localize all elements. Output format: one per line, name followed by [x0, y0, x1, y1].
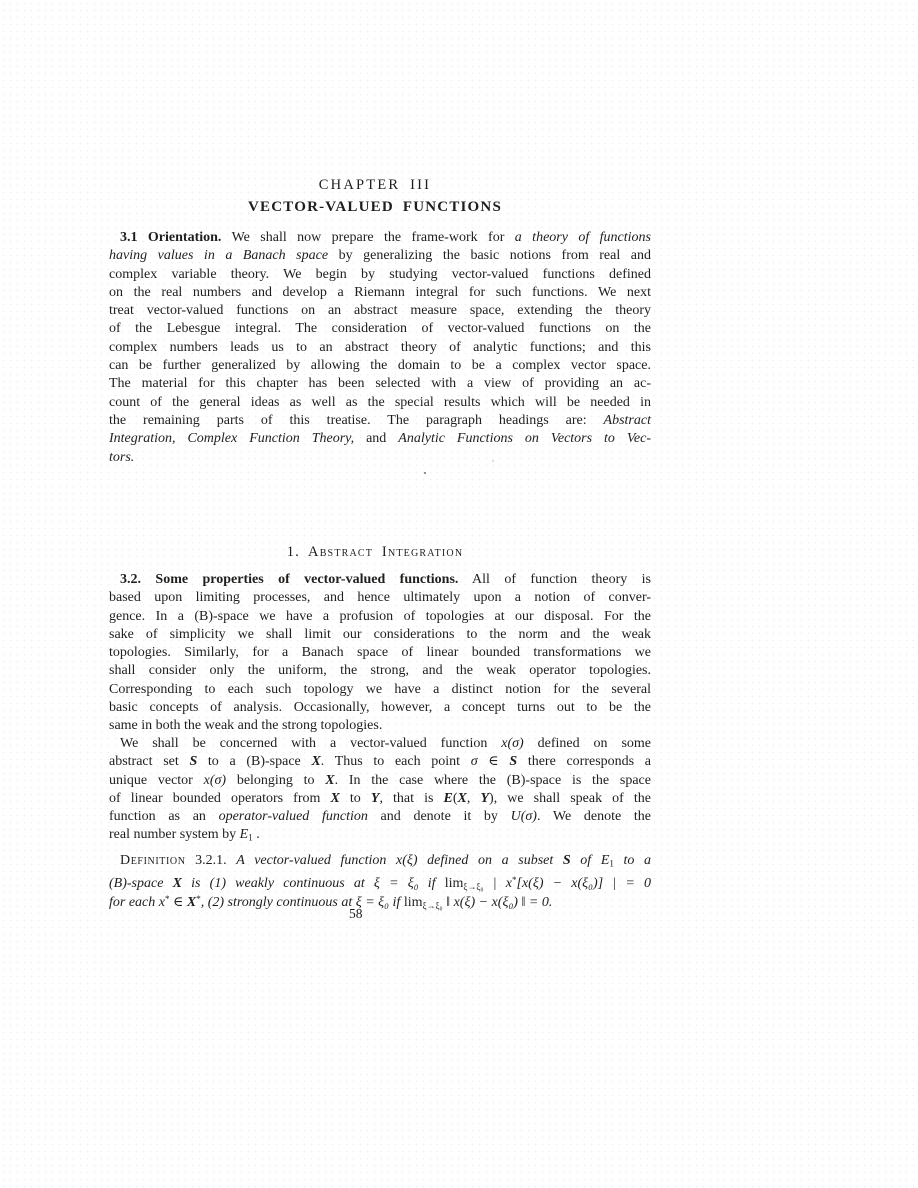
text-line — [109, 852, 651, 871]
section-heading-abstract-integration: 1. Abstract Integration — [286, 544, 464, 560]
text-segment: of the Lebesgue integral. The consideration of vector-valued functions on the — [109, 321, 651, 337]
text-segment: * — [196, 893, 201, 904]
text-segment: there corresponds a — [517, 754, 651, 770]
text-segment: based upon limiting processes, and hence ultimately upon a notion of conver- — [109, 590, 651, 606]
text-segment: shall consider only the uniform, the strong, and the weak operator topologies. — [109, 663, 651, 679]
text-segment: x(σ) — [203, 772, 227, 788]
text-line — [109, 790, 651, 808]
text-segment: complex numbers leads us to an abstract theory of analytic functions; and this — [109, 339, 651, 355]
text-segment: lim — [444, 875, 464, 891]
text-line — [109, 571, 651, 589]
text-segment: of — [570, 853, 601, 868]
fraktur-letter: S — [189, 754, 198, 770]
fraktur-letter: X — [172, 875, 182, 891]
text-line — [109, 266, 651, 284]
text-line — [109, 772, 651, 790]
text-line — [109, 662, 651, 680]
text-segment: | x — [483, 875, 513, 891]
text-segment: σ — [470, 754, 478, 770]
text-line — [109, 890, 651, 909]
text-line — [109, 826, 651, 844]
text-segment: to — [339, 790, 371, 806]
text-segment: to a — [613, 853, 652, 868]
text-line — [109, 302, 651, 320]
text-segment: 3.2. Some properties of vector-valued functions. — [120, 572, 459, 587]
fraktur-letter: X — [186, 894, 197, 910]
fraktur-letter: E — [443, 790, 453, 806]
text-segment: ∈ — [169, 894, 187, 910]
text-line — [109, 412, 651, 430]
text-segment: Definition — [120, 853, 186, 868]
text-line — [109, 357, 651, 375]
text-line — [109, 753, 651, 771]
text-line — [109, 430, 651, 448]
fraktur-letter: Y — [370, 790, 380, 806]
text-line — [109, 375, 651, 393]
text-segment: to a (B)-space — [197, 754, 312, 770]
text-segment: and denote it by — [367, 809, 511, 825]
fraktur-letter: X — [330, 790, 340, 806]
text-segment: operator-valued function — [218, 809, 368, 825]
text-segment: ξ→ξ₀ — [463, 881, 484, 892]
scan-speck — [492, 460, 494, 462]
paragraph-definition-3-2-1 — [109, 852, 652, 911]
text-segment: A vector-valued function x(ξ) defined on a subset — [236, 853, 563, 868]
text-line — [109, 229, 651, 247]
text-segment: Abstract — [603, 412, 651, 428]
text-segment: the remaining parts of this treatise. The paragraph headings are: — [109, 412, 604, 428]
text-segment: , that is — [379, 790, 444, 806]
text-line — [109, 699, 651, 717]
text-segment: ( — [452, 790, 458, 806]
paragraph-3-2-some-properties — [109, 571, 651, 736]
text-segment: , (2) strongly continuous at ξ = ξ₀ if — [200, 894, 404, 910]
paragraph-we-shall-be-concerned — [109, 735, 651, 845]
text-segment: topologies. Similarly, for a Banach space of linear bounded transformations we — [109, 645, 651, 661]
text-segment: a theory of functions — [514, 230, 651, 245]
text-segment: tors. — [109, 449, 135, 465]
text-segment: Analytic Functions on Vectors to Vec- — [398, 431, 651, 447]
text-segment: function as an — [109, 809, 219, 825]
text-line — [109, 608, 651, 626]
text-segment: The material for this chapter has been selected with a view of providing an ac- — [109, 376, 651, 392]
text-segment: * — [512, 874, 517, 885]
text-segment: (B)-space — [109, 875, 173, 891]
text-line — [109, 735, 651, 753]
text-segment: U(σ) — [510, 809, 537, 825]
text-segment: . — [252, 827, 260, 843]
text-segment: defined on some — [523, 736, 652, 751]
text-line — [109, 589, 651, 607]
text-segment: count of the general ideas as well as the special results which will be needed in — [109, 394, 651, 410]
text-segment: . We denote the — [536, 809, 652, 825]
text-line — [109, 681, 651, 699]
text-segment: on the real numbers and develop a Riemann integral for such functions. We next — [109, 284, 651, 300]
text-segment: unique vector — [109, 772, 204, 788]
text-segment: same in both the weak and the strong topologies. — [109, 718, 383, 734]
text-line — [109, 717, 651, 735]
paragraph-3-1-orientation — [109, 229, 651, 467]
text-line — [109, 284, 651, 302]
text-segment: by generalizing the basic notions from real and — [328, 248, 651, 264]
text-segment: x(σ) — [501, 736, 524, 751]
text-segment: treat vector-valued functions on an abstract measure space, extending the theory — [109, 303, 651, 319]
scan-speck — [424, 472, 426, 474]
fraktur-letter: Y — [480, 790, 490, 806]
text-segment: lim — [403, 894, 423, 910]
text-segment: All of function theory is — [458, 572, 651, 587]
text-segment: ), we shall speak of the — [489, 790, 652, 806]
text-segment: Corresponding to each such topology we have a distinct notion for the several — [109, 681, 651, 697]
text-line — [109, 871, 651, 890]
text-segment: . Thus to each point — [320, 754, 471, 770]
fraktur-letter: X — [457, 790, 467, 806]
text-segment: 3.2.1. — [185, 853, 237, 868]
chapter-heading: CHAPTER III — [318, 177, 432, 193]
text-segment: complex variable theory. We begin by studying vector-valued functions defined — [109, 266, 651, 282]
text-segment: , — [466, 790, 481, 806]
text-segment: of linear bounded operators from — [109, 790, 331, 806]
text-segment: [x(ξ) − x(ξ₀)] | = 0 — [516, 875, 652, 891]
text-segment: Integration, Complex Function Theory, — [109, 431, 355, 447]
text-segment: 1 — [248, 832, 253, 843]
text-line — [109, 247, 651, 265]
text-segment: ξ→ξ₀ — [422, 900, 443, 911]
text-segment: having values in a Banach space — [109, 248, 329, 264]
text-segment: E — [600, 853, 610, 868]
fraktur-letter: S — [562, 853, 571, 868]
text-segment: can be further generalized by allowing the domain to be a complex vector space. — [109, 358, 651, 374]
text-segment: E — [239, 827, 249, 843]
text-segment: is (1) weakly continuous at ξ = ξ₀ if — [181, 875, 445, 891]
text-line — [109, 449, 651, 467]
text-segment: real number system by — [109, 827, 240, 843]
text-segment: 1 — [609, 858, 614, 869]
text-segment: . In the case where the (B)-space is the space — [334, 772, 651, 788]
fraktur-letter: X — [311, 754, 321, 770]
fraktur-letter: X — [325, 772, 335, 788]
chapter-title: VECTOR-VALUED FUNCTIONS — [248, 199, 502, 215]
fraktur-letter: S — [509, 754, 518, 770]
text-line — [109, 808, 651, 826]
text-segment: * — [164, 893, 170, 904]
text-segment: and — [354, 431, 399, 447]
text-line — [109, 644, 651, 662]
page-number: 58 — [349, 906, 363, 921]
text-segment: abstract set — [109, 754, 190, 770]
text-segment: belonging to — [226, 772, 326, 788]
text-segment: ‖ x(ξ) − x(ξ₀) ‖ = 0. — [442, 894, 553, 910]
text-segment: for each x — [109, 894, 165, 910]
text-line — [109, 320, 651, 338]
text-segment: gence. In a (B)-space we have a profusion of topologies at our disposal. For the — [109, 608, 651, 624]
text-line — [109, 339, 651, 357]
text-segment: We shall be concerned with a vector-valued function — [120, 736, 502, 751]
text-segment: We shall now prepare the frame-work for — [221, 230, 515, 245]
text-segment: ∈ — [477, 754, 510, 770]
text-segment: basic concepts of analysis. Occasionally, however, a concept turns out to be the — [109, 700, 651, 716]
text-segment: 3.1 Orientation. — [120, 230, 222, 245]
text-segment: sake of simplicity we shall limit our considerations to the norm and the weak — [109, 626, 651, 642]
text-line — [109, 394, 651, 412]
text-line — [109, 626, 651, 644]
